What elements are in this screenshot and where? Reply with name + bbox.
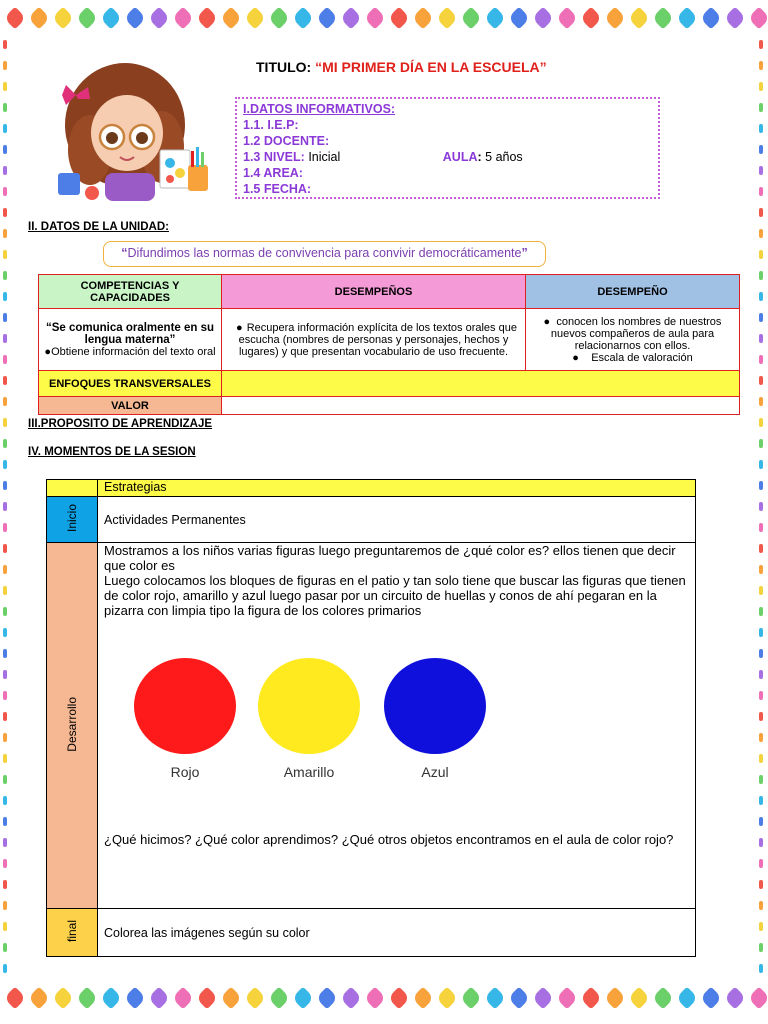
corner-cell	[47, 480, 98, 497]
heart-icon	[364, 8, 386, 30]
heart-icon	[292, 8, 314, 30]
proposito-heading: III.PROPOSITO DE APRENDIZAJE	[28, 418, 213, 430]
header-desempeno: DESEMPEÑO	[526, 275, 740, 309]
border-dot	[3, 649, 7, 658]
border-dot	[759, 880, 763, 889]
border-dot	[759, 334, 763, 343]
heart-icon	[244, 988, 266, 1010]
border-dot	[3, 481, 7, 490]
heart-icon	[484, 8, 506, 30]
heart-icon	[412, 988, 434, 1010]
heart-icon	[532, 8, 554, 30]
heart-icon	[628, 8, 650, 30]
border-dot	[759, 418, 763, 427]
border-dot	[3, 859, 7, 868]
border-dot	[759, 481, 763, 490]
border-dot	[3, 40, 7, 49]
desempeno-text: conocen los nombres de nuestros nuevos compañeros de aula para relacionarnos con ellos.	[550, 315, 722, 352]
desarrollo-paragraph-2: Luego colocamos los bloques de figuras en el patio y tan solo tiene que buscar las figuras que tienen de color rojo, amarillo y azul luego pasar por un circuito de huellas y conos de ahí pegaran en la pizarra con limpia tipo la figura de los colores primarios	[104, 573, 686, 618]
heart-icon	[220, 988, 242, 1010]
info-fecha: 1.5 FECHA:	[243, 182, 312, 196]
heart-icon	[532, 988, 554, 1010]
heart-icon	[292, 988, 314, 1010]
border-dot	[3, 544, 7, 553]
dot-border-left	[3, 40, 9, 980]
heart-icon	[484, 988, 506, 1010]
border-dot	[3, 880, 7, 889]
border-dot	[3, 292, 7, 301]
border-dot	[3, 754, 7, 763]
border-dot	[759, 397, 763, 406]
heart-icon	[580, 8, 602, 30]
border-dot	[3, 376, 7, 385]
heart-icon	[100, 8, 122, 30]
heart-icon	[28, 8, 50, 30]
heart-icon	[52, 8, 74, 30]
border-dot	[759, 691, 763, 700]
red-circle	[134, 658, 236, 754]
border-dot	[759, 649, 763, 658]
border-dot	[3, 628, 7, 637]
info-aula-value: 5 años	[485, 150, 523, 164]
heart-icon	[340, 8, 362, 30]
border-dot	[3, 166, 7, 175]
border-dot	[759, 523, 763, 532]
heart-icon	[124, 988, 146, 1010]
valor-label: VALOR	[39, 397, 222, 415]
border-dot	[759, 82, 763, 91]
info-nivel-label: 1.3 NIVEL:	[243, 150, 305, 164]
quote-close: ”	[521, 246, 528, 260]
inicio-text: Actividades Permanentes	[98, 497, 696, 543]
info-area: 1.4 AREA:	[243, 166, 303, 180]
heart-icon	[244, 8, 266, 30]
border-dot	[759, 502, 763, 511]
border-dot	[759, 796, 763, 805]
heart-icon	[652, 988, 674, 1010]
border-dot	[759, 838, 763, 847]
border-dot	[759, 460, 763, 469]
border-dot	[759, 733, 763, 742]
border-dot	[3, 670, 7, 679]
border-dot	[759, 922, 763, 931]
border-dot	[3, 61, 7, 70]
session-table	[46, 479, 696, 957]
info-iep: 1.1. I.E.P:	[243, 118, 299, 132]
desarrollo-cell	[98, 543, 696, 909]
heart-icon	[76, 988, 98, 1010]
desempeno-cell	[526, 309, 740, 371]
heart-icon	[652, 8, 674, 30]
border-dot	[759, 754, 763, 763]
border-dot	[759, 670, 763, 679]
heart-icon	[124, 8, 146, 30]
border-dot	[759, 712, 763, 721]
info-aula-label: AULA	[442, 150, 478, 164]
border-dot	[759, 124, 763, 133]
heart-border-top	[0, 8, 768, 34]
heart-icon	[4, 8, 26, 30]
header-desempenos: DESEMPEÑOS	[222, 275, 526, 309]
heart-icon	[556, 988, 578, 1010]
border-dot	[759, 145, 763, 154]
heart-icon	[172, 988, 194, 1010]
heart-icon	[28, 988, 50, 1010]
desarrollo-question: ¿Qué hicimos? ¿Qué color aprendimos? ¿Qué otros objetos encontramos en el aula de color rojo?	[104, 832, 674, 847]
heart-icon	[676, 8, 698, 30]
yellow-circle	[258, 658, 360, 754]
competencies-table	[38, 274, 740, 415]
inicio-label-cell	[47, 497, 98, 543]
heart-icon	[604, 988, 626, 1010]
border-dot	[3, 271, 7, 280]
inicio-label: Inicio	[65, 503, 79, 532]
dot-border-right	[759, 40, 765, 980]
heart-icon	[388, 8, 410, 30]
heart-icon	[148, 988, 170, 1010]
border-dot	[3, 145, 7, 154]
border-dot	[3, 964, 7, 973]
border-dot	[3, 229, 7, 238]
border-dot	[3, 565, 7, 574]
border-dot	[759, 103, 763, 112]
border-dot	[759, 943, 763, 952]
border-dot	[3, 586, 7, 595]
border-dot	[759, 229, 763, 238]
border-dot	[3, 460, 7, 469]
page-title	[256, 59, 547, 75]
red-label: Rojo	[170, 764, 200, 780]
desarrollo-paragraph-1: Mostramos a los niños varias figuras luego preguntaremos de ¿qué color es? ellos tienen que decir que color es	[104, 543, 676, 573]
heart-icon	[700, 988, 722, 1010]
heart-icon	[100, 988, 122, 1010]
border-dot	[3, 943, 7, 952]
heart-icon	[196, 8, 218, 30]
border-dot	[3, 733, 7, 742]
border-dot	[759, 859, 763, 868]
heart-icon	[388, 988, 410, 1010]
border-dot	[759, 439, 763, 448]
border-dot	[3, 82, 7, 91]
momentos-heading: IV. MOMENTOS DE LA SESION	[28, 446, 196, 458]
border-dot	[759, 775, 763, 784]
heart-icon	[148, 8, 170, 30]
border-dot	[3, 712, 7, 721]
enfoques-label: ENFOQUES TRANSVERSALES	[39, 371, 222, 397]
border-dot	[759, 61, 763, 70]
heart-icon	[196, 988, 218, 1010]
info-aula-colon: :	[477, 150, 482, 164]
border-dot	[759, 376, 763, 385]
info-box	[235, 97, 660, 199]
border-dot	[759, 313, 763, 322]
border-dot	[3, 313, 7, 322]
bullet-icon: ●	[44, 345, 52, 358]
heart-icon	[748, 8, 768, 30]
final-label-cell	[47, 909, 98, 957]
border-dot	[3, 208, 7, 217]
border-dot	[3, 838, 7, 847]
competency-capacity: Obtiene información del texto oral	[51, 345, 216, 358]
heart-icon	[268, 988, 290, 1010]
border-dot	[3, 775, 7, 784]
heart-icon	[436, 8, 458, 30]
border-dot	[3, 439, 7, 448]
border-dot	[3, 124, 7, 133]
border-dot	[3, 607, 7, 616]
estrategias-header: Estrategias	[98, 480, 696, 497]
heart-icon	[412, 8, 434, 30]
heart-icon	[364, 988, 386, 1010]
border-dot	[759, 250, 763, 259]
heart-icon	[4, 988, 26, 1010]
border-dot	[759, 40, 763, 49]
enfoques-value	[222, 371, 740, 397]
competency-cell	[39, 309, 222, 371]
border-dot	[3, 691, 7, 700]
heart-icon	[76, 8, 98, 30]
desempenos-text: Recupera información explícita de los textos orales que escucha (nombres de personas y personajes, hechos y lugares) y que presentan vocabulario de uso frecuente.	[238, 321, 517, 358]
heart-icon	[508, 988, 530, 1010]
blue-circle	[384, 658, 486, 754]
heart-icon	[340, 988, 362, 1010]
border-dot	[759, 817, 763, 826]
border-dot	[3, 397, 7, 406]
info-heading: I.DATOS INFORMATIVOS:	[243, 102, 396, 116]
desarrollo-label: Desarrollo	[65, 696, 79, 752]
border-dot	[759, 208, 763, 217]
heart-icon	[556, 8, 578, 30]
border-dot	[759, 544, 763, 553]
border-dot	[759, 964, 763, 973]
info-nivel-value: Inicial	[308, 150, 341, 164]
border-dot	[3, 817, 7, 826]
heart-icon	[604, 8, 626, 30]
heart-icon	[172, 8, 194, 30]
girl-illustration	[50, 55, 220, 205]
heart-icon	[268, 8, 290, 30]
desarrollo-label-cell	[47, 543, 98, 909]
border-dot	[3, 796, 7, 805]
title-value: “MI PRIMER DÍA EN LA ESCUELA”	[315, 59, 547, 75]
bullet-icon: ●	[236, 321, 243, 334]
competency-title: “Se comunica oralmente en su lengua materna”	[45, 321, 215, 346]
border-dot	[759, 187, 763, 196]
heart-icon	[724, 8, 746, 30]
heart-icon	[460, 988, 482, 1010]
unit-quote-box	[103, 241, 546, 267]
heart-icon	[724, 988, 746, 1010]
header-competencias: COMPETENCIAS Y CAPACIDADES	[39, 275, 222, 309]
color-circles-area	[104, 618, 689, 818]
border-dot	[3, 250, 7, 259]
quote-open: “	[121, 246, 128, 260]
blue-label: Azul	[421, 764, 449, 780]
heart-icon	[580, 988, 602, 1010]
border-dot	[759, 271, 763, 280]
border-dot	[3, 187, 7, 196]
final-text: Colorea las imágenes según su color	[98, 909, 696, 957]
heart-border-bottom	[0, 988, 768, 1014]
border-dot	[3, 901, 7, 910]
heart-icon	[748, 988, 768, 1010]
bullet-icon: ●	[543, 315, 551, 328]
heart-icon	[220, 8, 242, 30]
border-dot	[3, 103, 7, 112]
heart-icon	[508, 8, 530, 30]
yellow-label: Amarillo	[283, 764, 335, 780]
info-docente: 1.2 DOCENTE:	[243, 134, 330, 148]
unit-heading: II. DATOS DE LA UNIDAD:	[28, 221, 169, 233]
heart-icon	[700, 8, 722, 30]
heart-icon	[460, 8, 482, 30]
unit-quote-text: Difundimos las normas de convivencia para convivir democráticamente	[127, 246, 522, 260]
border-dot	[759, 901, 763, 910]
heart-icon	[52, 988, 74, 1010]
heart-icon	[676, 988, 698, 1010]
valor-value	[222, 397, 740, 415]
border-dot	[759, 166, 763, 175]
border-dot	[759, 607, 763, 616]
border-dot	[759, 565, 763, 574]
heart-icon	[316, 8, 338, 30]
bullet-icon: ●	[572, 351, 579, 364]
heart-icon	[316, 988, 338, 1010]
desempenos-cell	[222, 309, 526, 371]
border-dot	[3, 523, 7, 532]
info-nivel-row	[243, 149, 652, 165]
border-dot	[759, 628, 763, 637]
border-dot	[3, 502, 7, 511]
evaluation-text: Escala de valoración	[591, 351, 693, 364]
heart-icon	[436, 988, 458, 1010]
final-label: final	[65, 919, 79, 942]
border-dot	[759, 292, 763, 301]
heart-icon	[628, 988, 650, 1010]
title-label: TITULO:	[256, 59, 312, 75]
border-dot	[759, 586, 763, 595]
border-dot	[3, 922, 7, 931]
border-dot	[3, 355, 7, 364]
border-dot	[3, 418, 7, 427]
border-dot	[3, 334, 7, 343]
border-dot	[759, 355, 763, 364]
